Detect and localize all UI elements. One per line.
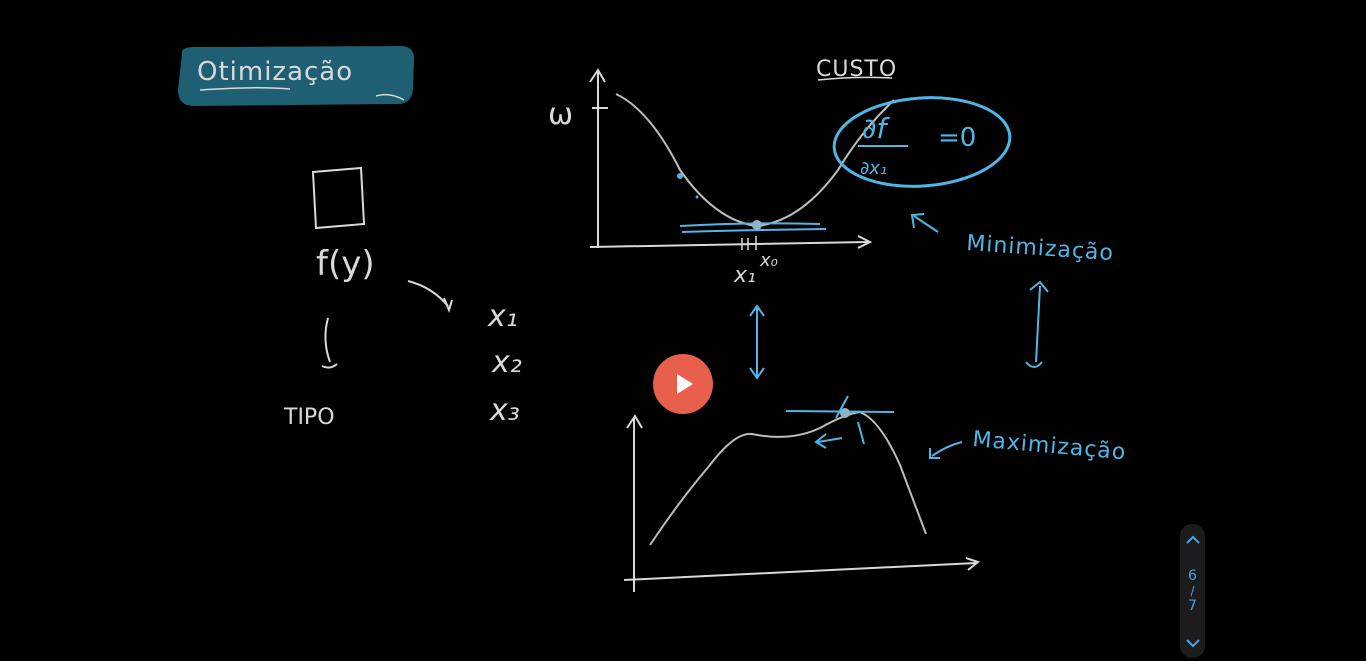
- max-x-axis: [624, 563, 976, 580]
- cost-graph: [548, 57, 1115, 288]
- max-graph: [624, 396, 1127, 592]
- eq-zero-label: =0: [938, 123, 977, 153]
- previous-page-button[interactable]: [1183, 530, 1203, 548]
- right-arrow-stroke: [408, 281, 448, 306]
- maximum-point: [840, 408, 850, 418]
- title-badge: [178, 46, 414, 106]
- maximization-label: Maximização: [971, 427, 1128, 466]
- cost-x-axis: [590, 242, 868, 247]
- play-icon: [677, 374, 693, 394]
- x3-label: x₃: [490, 393, 520, 428]
- custo-label: CUSTO: [816, 57, 898, 82]
- tipo-label: TIPO: [284, 405, 335, 430]
- square-shape: [313, 168, 364, 228]
- cost-curve: [616, 94, 894, 226]
- left-sketch: [283, 168, 522, 430]
- x1-label: x₁: [488, 299, 518, 334]
- df-denominator: ∂x₁: [860, 158, 888, 179]
- minimum-point: [752, 220, 762, 230]
- x2-label: x₂: [492, 345, 522, 380]
- axis-x1-label: x₁: [734, 263, 756, 288]
- f-of-y-label: f(y): [316, 244, 375, 284]
- play-button[interactable]: [653, 354, 713, 414]
- axis-x0-label: x₀: [760, 250, 778, 271]
- down-arrow-stroke: [325, 318, 330, 362]
- omega-label: ω: [548, 97, 574, 132]
- page-navigator: [1180, 524, 1205, 658]
- df-numerator: ∂f: [862, 112, 887, 145]
- total-pages: 7: [1188, 597, 1197, 614]
- max-curve: [650, 412, 926, 545]
- page-counter: [1188, 568, 1197, 615]
- chevron-down-icon: [1186, 639, 1200, 648]
- next-page-button[interactable]: [1183, 634, 1203, 652]
- chevron-up-icon: [1186, 535, 1200, 544]
- link-arrows: [750, 282, 1048, 378]
- current-page: 6: [1188, 567, 1197, 584]
- page-separator: /: [1190, 583, 1195, 598]
- derivative-ellipse: [831, 92, 1013, 192]
- minimization-label: Minimização: [965, 231, 1115, 267]
- title-text: Otimização: [197, 57, 354, 87]
